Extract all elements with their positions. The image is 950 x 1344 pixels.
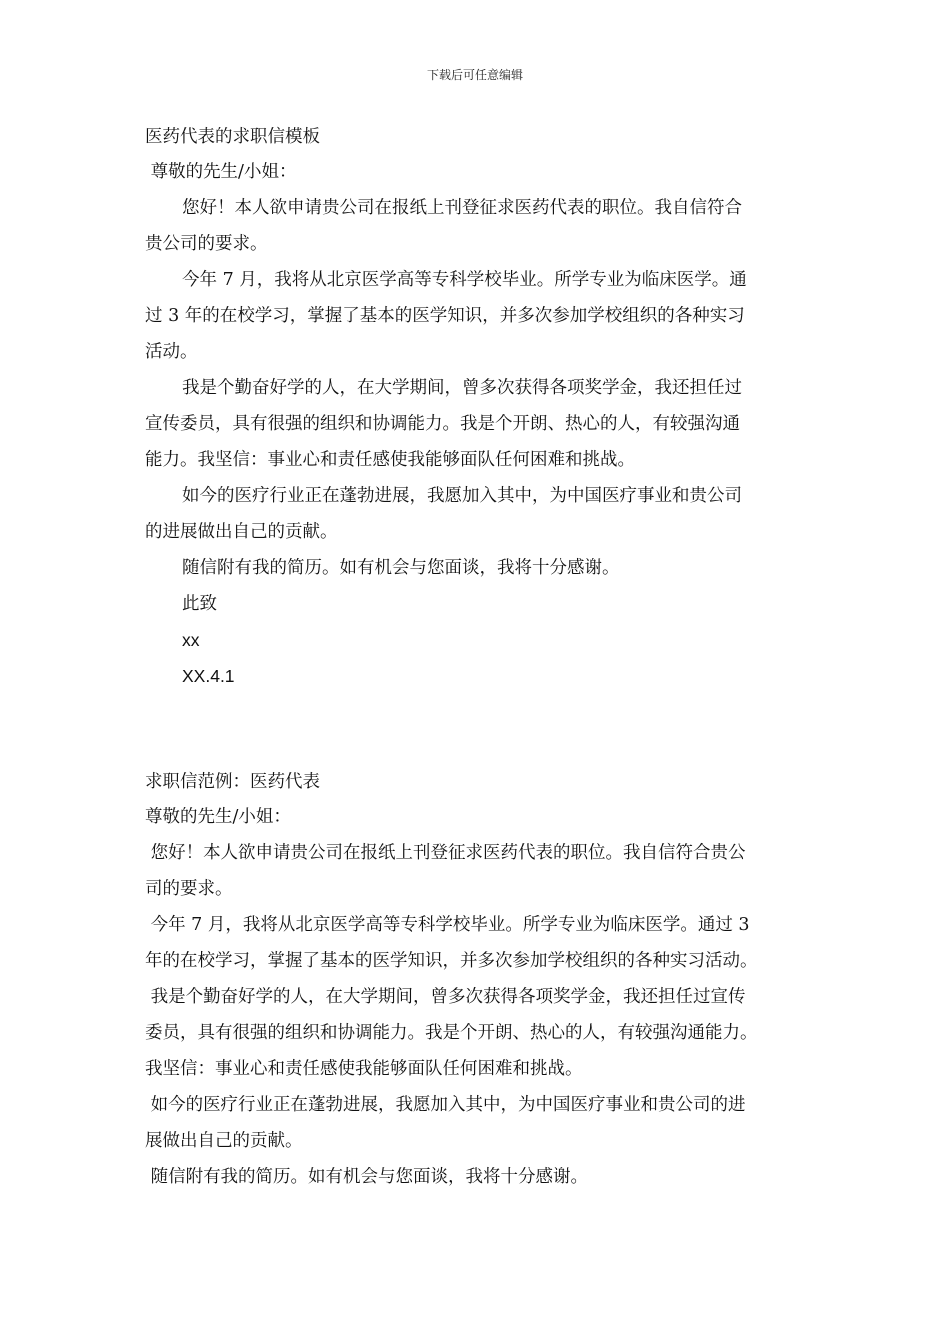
paragraph-4	[145, 1087, 815, 1159]
date: XX.4.1	[182, 666, 235, 686]
paragraph-line: 今年 7 月，我将从北京医学高等专科学校毕业。所学专业为临床医学。通过 3	[145, 915, 750, 935]
paragraph-line: 过 3 年的在校学习，掌握了基本的医学知识，并多次参加学校组织的各种实习	[145, 306, 745, 326]
paragraph-1	[145, 190, 815, 262]
paragraph-5: 随信附有我的简历。如有机会与您面谈，我将十分感谢。	[145, 1167, 589, 1187]
paragraph-line: 司的要求。	[145, 879, 233, 899]
paragraph-line: 宣传委员，具有很强的组织和协调能力。我是个开朗、热心的人，有较强沟通	[145, 414, 740, 434]
paragraph-line: 的进展做出自己的贡献。	[145, 522, 338, 542]
section-title: 医药代表的求职信模板	[145, 127, 320, 147]
paragraph-line: 我是个勤奋好学的人，在大学期间，曾多次获得各项奖学金，我还担任过	[182, 378, 742, 398]
paragraph-line: 年的在校学习，掌握了基本的医学知识，并多次参加学校组织的各种实习活动。	[145, 951, 758, 971]
paragraph-line: 您好！本人欲申请贵公司在报纸上刊登征求医药代表的职位。我自信符合贵公	[145, 843, 746, 863]
greeting: 尊敬的先生/小姐：	[145, 162, 297, 182]
paragraph-line: 活动。	[145, 342, 198, 362]
signer: xx	[182, 630, 200, 650]
paragraph-line: 我是个勤奋好学的人，在大学期间，曾多次获得各项奖学金，我还担任过宣传	[145, 987, 746, 1007]
paragraph-5: 随信附有我的简历。如有机会与您面谈，我将十分感谢。	[182, 558, 620, 578]
paragraph-1	[145, 835, 815, 907]
paragraph-3	[145, 979, 815, 1087]
header-note: 下载后可任意编辑	[426, 68, 523, 82]
paragraph-line: 展做出自己的贡献。	[145, 1131, 303, 1151]
paragraph-4	[145, 478, 815, 550]
section-title: 求职信范例：医药代表	[145, 772, 320, 792]
paragraph-2	[145, 262, 815, 370]
paragraph-line: 委员，具有很强的组织和协调能力。我是个开朗、热心的人，有较强沟通能力。	[145, 1023, 758, 1043]
paragraph-line: 能力。我坚信：事业心和责任感使我能够面队任何困难和挑战。	[145, 450, 635, 470]
paragraph-line: 我坚信：事业心和责任感使我能够面队任何困难和挑战。	[145, 1059, 583, 1079]
letter-template-section	[145, 120, 815, 694]
paragraph-2	[145, 907, 815, 979]
paragraph-line: 今年 7 月，我将从北京医学高等专科学校毕业。所学专业为临床医学。通	[182, 270, 747, 290]
letter-example-section	[145, 765, 815, 1195]
paragraph-line: 如今的医疗行业正在蓬勃进展，我愿加入其中，为中国医疗事业和贵公司的进	[145, 1095, 746, 1115]
paragraph-line: 如今的医疗行业正在蓬勃进展，我愿加入其中，为中国医疗事业和贵公司	[182, 486, 742, 506]
closing: 此致	[182, 594, 217, 614]
paragraph-line: 您好！本人欲申请贵公司在报纸上刊登征求医药代表的职位。我自信符合	[182, 198, 742, 218]
greeting: 尊敬的先生/小姐：	[145, 807, 291, 827]
paragraph-3	[145, 370, 815, 478]
paragraph-line: 贵公司的要求。	[145, 234, 268, 254]
